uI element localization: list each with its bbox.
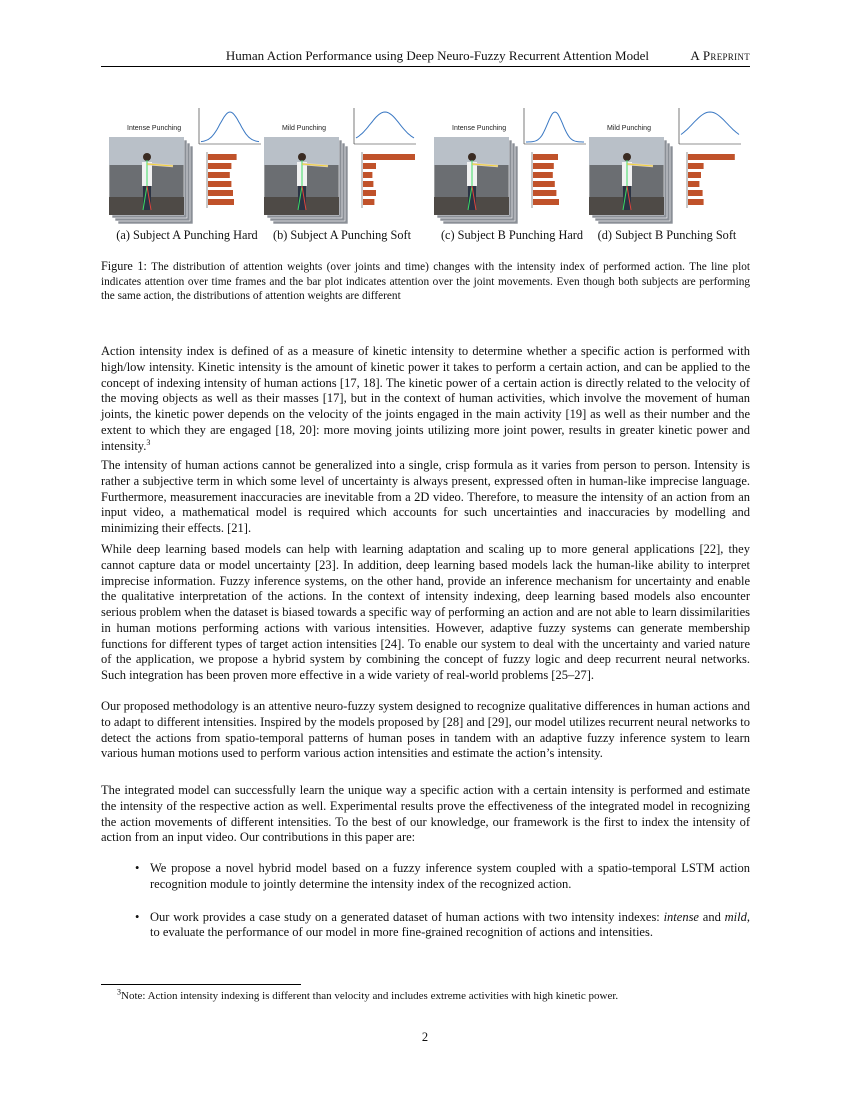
running-title: Human Action Performance using Deep Neuro-Fuzzy Recurrent Attention Model	[225, 48, 649, 63]
person-head	[298, 153, 306, 161]
person-legs	[298, 186, 306, 210]
attention-joint-bar	[688, 163, 704, 169]
list-item-text: , to evaluate the performance of our model in more fine-grained recognition of actions and intensities.	[150, 909, 750, 940]
footnote-text: Note: Action intensity indexing is different than velocity and includes extreme activities with high kinetic power.	[121, 990, 619, 1002]
attention-joint-bar	[363, 181, 373, 187]
attention-joint-bar	[688, 190, 703, 196]
figure-caption-text: The distribution of attention weights (over joints and time) changes with the intensity index of performed action. The line plot indicates attention over time frames and the bar plot indicates attention over the joint movements. Even though both subjects are performing the same action, the distributions of attention weights are different	[101, 261, 750, 302]
paragraph-text: Action intensity index is defined of as a measure of kinetic intensity to determine whether a specific action is performed with high/low intensity. Kinetic intensity is the amount of kinetic power it takes to perform a certain action, and can be applied to the concept of indexing intensity of human actions [17, 18]. The kinetic power of a certain action is directly related to the velocity of the moving objects as well as their masses [17], but in the context of human activities, which involve the movement of human joints, the kinetic power depends on the velocity of the joints engaged in the main activity [19] as well as their number and the extent to which they are engaged [18, 20]: more moving joints utilizing more joint power, results in greater kinetic power and intensity.	[101, 344, 750, 453]
figure-panel-d-graphic	[587, 102, 747, 227]
attention-joint-bar	[533, 190, 556, 196]
figure-panel-a	[107, 102, 267, 247]
page-number: 2	[421, 1030, 429, 1044]
attention-joint-bar	[208, 181, 231, 187]
attention-time-curve	[681, 112, 739, 135]
contribution-list	[101, 861, 750, 958]
footnote-number: 3	[117, 987, 121, 997]
list-item	[101, 910, 750, 942]
attention-joint-bar	[688, 199, 704, 205]
attention-joint-bar	[688, 154, 735, 160]
list-item-text: Our work provides a case study on a generated dataset of human actions with two intensity indexes:	[150, 909, 664, 924]
attention-time-curve	[201, 112, 259, 142]
list-item-text: and	[699, 909, 725, 924]
attention-joint-bar	[208, 154, 237, 160]
panel-label: Intense Punching	[127, 125, 182, 132]
person-legs	[143, 186, 151, 210]
attention-joint-bar	[208, 163, 231, 169]
list-item	[101, 861, 750, 893]
figure-panel-c	[432, 102, 592, 247]
footnote	[117, 987, 619, 1002]
figure-caption-label: Figure 1:	[101, 259, 147, 273]
attention-joint-bar	[363, 154, 415, 160]
attention-joint-bar	[363, 199, 374, 205]
panel-caption: (c) Subject B Punching Hard	[440, 228, 584, 242]
panel-label: Mild Punching	[282, 125, 326, 132]
attention-joint-bar	[533, 181, 555, 187]
figure-panel-b	[262, 102, 422, 247]
panel-label: Mild Punching	[607, 125, 651, 132]
running-header	[101, 47, 750, 67]
attention-time-curve	[356, 112, 414, 138]
body-paragraph-5: The integrated model can successfully learn the unique way a specific action with a certain intensity is performed and estimate the intensity of the respective action as well. Experimental results prove the effectiveness of the integrated model in recognizing the action movements of different intensities. To the best of our knowledge, our framework is the first to index the intensity of action from an input video. Our contributions in this paper are:	[101, 783, 750, 845]
figure-caption	[101, 259, 750, 304]
attention-joint-bar	[363, 190, 376, 196]
person-head	[468, 153, 476, 161]
emphasis-intense: intense	[663, 909, 699, 924]
attention-joint-bar	[688, 172, 701, 178]
panel-caption: (a) Subject A Punching Hard	[116, 228, 258, 242]
body-paragraph-1	[101, 344, 750, 454]
body-paragraph-2: The intensity of human actions cannot be generalized into a single, crisp formula as it varies from person to person. Intensity is rather a subjective term in which some level of uncertainty is always present, expressed often in human-like imprecise language. Furthermore, measurement inaccuracies are inevitable from a 2D video. Therefore, to measure the intensity of an action from an input video, a mathematical model is required which accounts for such uncertainties and inaccuracies by modelling and minimizing their effects. [21].	[101, 458, 750, 535]
person-legs	[623, 186, 631, 210]
figure-panel-b-graphic	[262, 102, 422, 227]
panel-caption: (d) Subject B Punching Soft	[597, 228, 737, 242]
figure-panel-a-graphic	[107, 102, 267, 227]
bullet: •	[135, 861, 140, 875]
attention-joint-bar	[208, 199, 234, 205]
attention-time-curve	[526, 112, 584, 142]
list-item-text: We propose a novel hybrid model based on a fuzzy inference system coupled with a spatio-temporal LSTM action recognition module to jointly determine the intensity index of the recognized action.	[150, 861, 750, 891]
attention-joint-bar	[533, 154, 558, 160]
attention-joint-bar	[533, 163, 554, 169]
attention-joint-bar	[363, 172, 372, 178]
panel-caption: (b) Subject A Punching Soft	[273, 228, 411, 242]
panel-label: Intense Punching	[452, 125, 507, 132]
attention-joint-bar	[208, 172, 230, 178]
preprint-label: A Preprint	[690, 48, 750, 63]
attention-joint-bar	[688, 181, 699, 187]
bullet: •	[135, 909, 140, 924]
attention-joint-bar	[208, 190, 233, 196]
emphasis-mild: mild	[724, 909, 747, 924]
figure-panel-d	[587, 102, 747, 247]
footnote-marker: 3	[146, 437, 151, 447]
person-head	[143, 153, 151, 161]
footnote-rule	[101, 984, 301, 985]
person-legs	[468, 186, 476, 210]
figure-panel-c-graphic	[432, 102, 592, 227]
attention-joint-bar	[533, 199, 559, 205]
body-paragraph-4: Our proposed methodology is an attentive neuro-fuzzy system designed to recognize qualitative differences in human actions and to adapt to different intensities. Inspired by the models proposed by [28] and [29], our model utilizes recurrent neural networks to detect the actions from spatio-temporal patterns of human poses in tandem with an adaptive fuzzy inference system to learn various human motions used to perform various action intensities and estimate the action’s intensity.	[101, 699, 750, 761]
attention-joint-bar	[533, 172, 553, 178]
body-paragraph-3: While deep learning based models can help with learning adaptation and scaling up to more general applications [22], they cannot capture data or model uncertainty [23]. In addition, deep learning based models lack the human-like ability to interpret imprecise information. Fuzzy inference systems, on the other hand, provide an inference mechanism for uncertainty and enable the qualitative interpretation of the actions. In the context of intensity indexing, deep learning based models also encounter serious problem when the dataset is biased towards a specific way of performing an action and are not able to learn dissimilarities in human motions performing actions with various intensities. However, adaptive fuzzy systems can generate membership functions for different types of target action intensities [24]. To enable our system to deal with the uncertainty and varied nature of the application, we propose a hybrid system by combining the concept of fuzzy logic and deep recurrent neural networks. Such integration has been proven more effective in a wide variety of real-world problems [25–27].	[101, 542, 750, 682]
person-head	[623, 153, 631, 161]
attention-joint-bar	[363, 163, 376, 169]
